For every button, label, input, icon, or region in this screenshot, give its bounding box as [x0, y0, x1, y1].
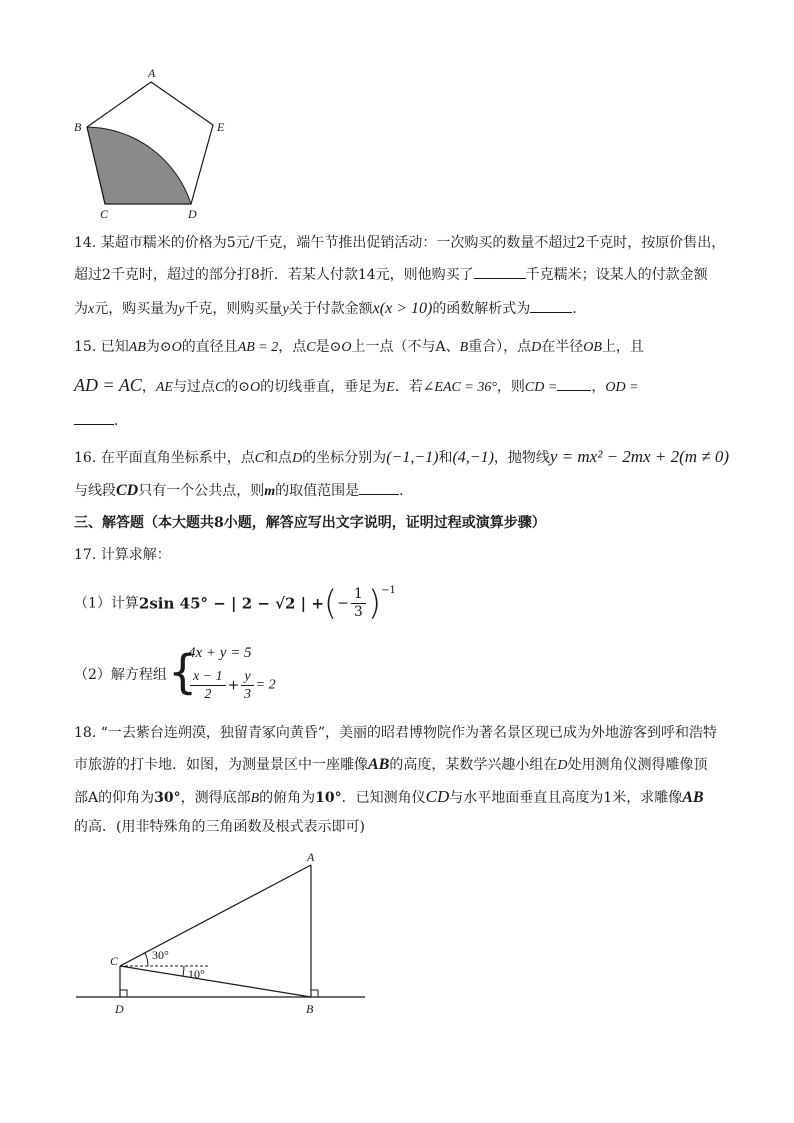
- q14-line2: 超过2千克时，超过的部分打8折．若某人付款14元，则他购买了 千克糯米；设某人的付款金额: [74, 264, 708, 286]
- q17-title: 17. 计算求解：: [74, 547, 171, 563]
- label-E: E: [217, 120, 225, 134]
- q18-line2: 市旅游的打卡地．如图，为测量景区中一座雕像AB的高度，某数学兴趣小组在D处用测角仪测得雕像顶: [74, 756, 708, 773]
- q14-blank-1[interactable]: [474, 264, 526, 279]
- q15-blank-1[interactable]: [557, 376, 591, 391]
- label-D: D: [115, 1002, 124, 1016]
- label-D: D: [188, 207, 197, 221]
- q14-line1: 14. 某超市糯米的价格为5元/千克，端午节推出促销活动：一次购买的数量不超过2千克时，按原价售出，: [74, 235, 726, 251]
- statue-figure: [70, 845, 380, 1020]
- q16-blank[interactable]: [359, 480, 399, 495]
- label-B: B: [74, 120, 82, 134]
- q14-line3: 为x元，购买量为y千克，则购买量y关于付款金额x(x > 10)的函数解析式为 ．: [74, 300, 587, 317]
- angle-label-10: 10°: [188, 967, 205, 981]
- q17-part1: （1）计算2sin 45° − | 2 − √2 | +(− $\frac{1}{3}$ )$^{-1}$: [74, 583, 396, 624]
- pentagon-figure: [60, 60, 250, 225]
- q15-line1: 15. 已知AB为⊙O的直径且AB = 2，点C是⊙O上一点（不与A、B重合），点D在半径OB上，且: [74, 339, 644, 355]
- angle-arc-30: [145, 953, 148, 966]
- section-3-heading: 三、解答题（本大题共8小题，解答应写出文字说明，证明过程或演算步骤）: [74, 515, 546, 531]
- q16-line1: 16. 在平面直角坐标系中，点C和点D的坐标分别为(−1,−1)和(4,−1)，抛物线y = mx² − 2mx + 2(m ≠ 0): [74, 447, 730, 466]
- label-C: C: [110, 954, 119, 968]
- q17-fraction: $\frac{1}{3}$: [351, 586, 366, 621]
- label-A: A: [148, 66, 156, 80]
- label-C: C: [100, 207, 109, 221]
- q15-line3: ．: [74, 410, 128, 432]
- q18-line4: 的高．(用非特殊角的三角函数及根式表示即可): [74, 819, 365, 835]
- label-A: A: [307, 850, 315, 864]
- right-angle-D: [120, 990, 127, 997]
- sightline-CB: [120, 966, 311, 997]
- q16-line2: 与线段CD只有一个公共点，则m的取值范围是 ．: [74, 482, 414, 499]
- sightline-CA: [120, 865, 311, 966]
- q14-blank-2[interactable]: [530, 298, 572, 313]
- q15-blank-2[interactable]: [74, 410, 114, 425]
- q15-line2: AD = AC，AE与过点C的⊙O的切线垂直，垂足为E．若∠EAC = 36°，则CD = ，OD =: [74, 375, 639, 395]
- right-angle-B: [311, 990, 318, 997]
- label-B: B: [306, 1002, 314, 1016]
- angle-arc-10: [183, 966, 184, 976]
- q18-line3: 部A的仰角为30°，测得底部B的俯角为10°．已知测角仪CD与水平地面垂直且高度为1米，求雕像AB: [74, 787, 704, 806]
- q18-line1: 18. “一去紫台连朔漠，独留青冢向黄昏”，美丽的昭君博物院作为著名景区现已成为外地游客到呼和浩特: [74, 725, 718, 741]
- angle-label-30: 30°: [152, 948, 169, 962]
